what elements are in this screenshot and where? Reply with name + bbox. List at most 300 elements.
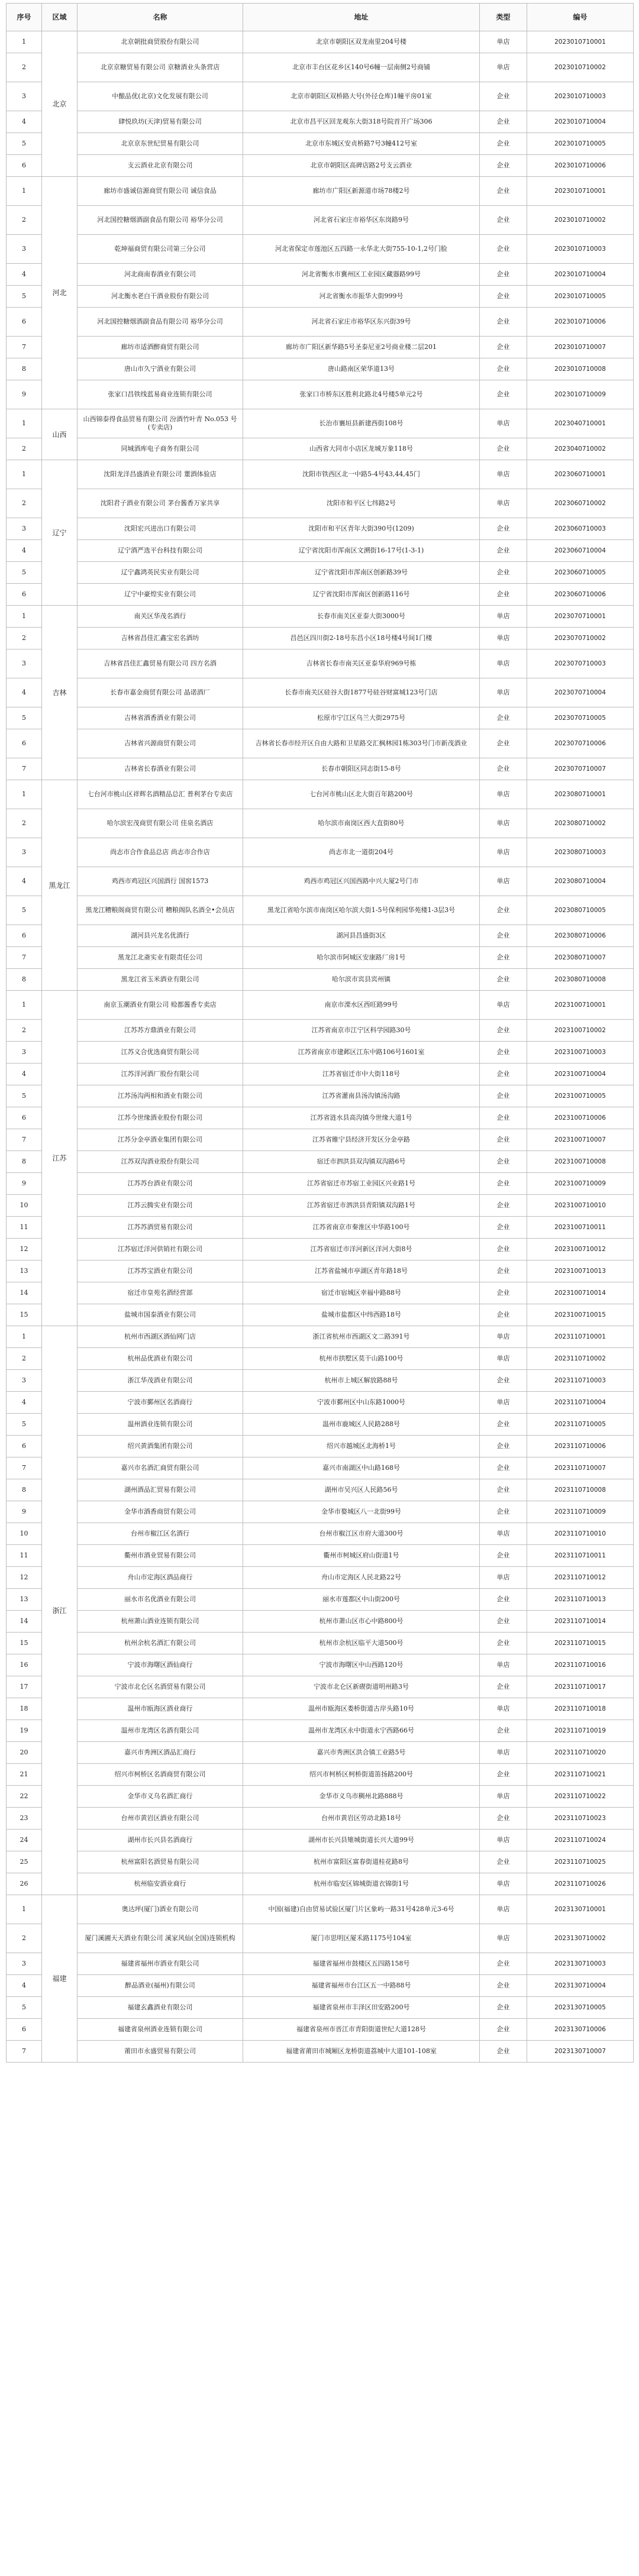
company-address: 宁波市海曙区中山西路120号: [243, 1654, 480, 1676]
table-row: [7, 1151, 634, 1173]
company-name: 山西锦泰得食品贸易有限公司 汾酒竹叶青 No.053 号(专卖店): [78, 409, 243, 438]
registration-code: 2023110710013: [527, 1589, 634, 1611]
company-type: 企业: [480, 380, 527, 409]
registration-code: 2023060710005: [527, 562, 634, 584]
company-type: 单店: [480, 780, 527, 809]
registration-code: 2023100710006: [527, 1107, 634, 1129]
company-type: 企业: [480, 1720, 527, 1742]
dealer-table: [6, 3, 634, 2063]
company-address: 江苏省灌南县汤沟镇汤沟路: [243, 1085, 480, 1107]
table-row: [7, 758, 634, 780]
table-row: [7, 1997, 634, 2019]
company-address: 福建省莆田市城厢区龙桥街道荔城中大道101-108室: [243, 2041, 480, 2063]
company-name: 北京朝批商贸股份有限公司: [78, 31, 243, 53]
row-index: 16: [7, 1654, 42, 1676]
company-type: 企业: [480, 82, 527, 111]
company-type: 企业: [480, 1501, 527, 1523]
company-type: 企业: [480, 1173, 527, 1195]
company-address: 江苏省涟水县高沟镇今世缘大道1号: [243, 1107, 480, 1129]
row-index: 10: [7, 1523, 42, 1545]
registration-code: 2023110710016: [527, 1654, 634, 1676]
registration-code: 2023040710002: [527, 438, 634, 460]
row-index: 5: [7, 896, 42, 925]
company-type: 企业: [480, 155, 527, 177]
registration-code: 2023080710002: [527, 809, 634, 838]
company-name: 七台河市桃山区祥辉名酒精品总汇 普利茅台专卖店: [78, 780, 243, 809]
company-address: 厦门市思明区厦禾路1175号104室: [243, 1924, 480, 1953]
registration-code: 2023130710004: [527, 1975, 634, 1997]
company-address: 湖州市长兴县雉城街道长兴大道99号: [243, 1830, 480, 1851]
table-row: [7, 867, 634, 896]
company-type: 企业: [480, 2041, 527, 2063]
row-index: 4: [7, 111, 42, 133]
table-row: [7, 177, 634, 206]
company-name: 杭州富阳名酒贸易有限公司: [78, 1851, 243, 1873]
row-index: 3: [7, 518, 42, 540]
company-address: 丽水市莲都区中山街200号: [243, 1589, 480, 1611]
company-address: 杭州市临安区锦城街道衣锦街1号: [243, 1873, 480, 1895]
row-index: 2: [7, 438, 42, 460]
company-type: 企业: [480, 1195, 527, 1217]
company-type: 企业: [480, 1304, 527, 1326]
region-cell: 吉林: [42, 606, 78, 780]
company-address: 北京市丰台区花乡区140号6幢一层南侧2号商铺: [243, 53, 480, 82]
row-index: 1: [7, 1895, 42, 1924]
registration-code: 2023100710014: [527, 1282, 634, 1304]
registration-code: 2023110710019: [527, 1720, 634, 1742]
region-cell: 山西: [42, 409, 78, 460]
company-name: 江苏云腾实业有限公司: [78, 1195, 243, 1217]
company-address: 鸡西市鸡冠区兴国西路中兴大厦2号门市: [243, 867, 480, 896]
row-index: 19: [7, 1720, 42, 1742]
registration-code: 2023040710001: [527, 409, 634, 438]
table-row: [7, 1873, 634, 1895]
company-name: 北京京糖贸易有限公司 京糖酒业头条营店: [78, 53, 243, 82]
company-address: 唐山路南区荣华道13号: [243, 358, 480, 380]
company-address: 北京市东城区安贞桥路7号3幢412号室: [243, 133, 480, 155]
row-index: 26: [7, 1873, 42, 1895]
company-address: 温州市龙湾区永中街道永宁西路66号: [243, 1720, 480, 1742]
table-row: [7, 1764, 634, 1786]
company-type: 企业: [480, 1953, 527, 1975]
registration-code: 2023100710012: [527, 1239, 634, 1260]
company-address: 温州市鹿城区人民路288号: [243, 1414, 480, 1436]
table-row: [7, 969, 634, 991]
header-region: 区域: [42, 4, 78, 31]
registration-code: 2023010710003: [527, 82, 634, 111]
company-address: 廊坊市广阳区新华路5号圣泰尼亚2号商业楼二层201: [243, 337, 480, 358]
registration-code: 2023110710024: [527, 1830, 634, 1851]
table-row: [7, 2041, 634, 2063]
table-row: [7, 206, 634, 235]
company-type: 单店: [480, 649, 527, 678]
table-row: [7, 1633, 634, 1654]
registration-code: 2023130710001: [527, 1895, 634, 1924]
registration-code: 2023110710021: [527, 1764, 634, 1786]
company-name: 杭州余杭名酒汇有限公司: [78, 1633, 243, 1654]
company-name: 沈阳龙洋昌盛酒业有限公司 董酒体验店: [78, 460, 243, 489]
row-index: 8: [7, 358, 42, 380]
company-type: 企业: [480, 758, 527, 780]
company-address: 江苏省南京市秦淮区中华路100号: [243, 1217, 480, 1239]
company-type: 单店: [480, 678, 527, 707]
company-address: 江苏省盐城市亭湖区青年路18号: [243, 1260, 480, 1282]
company-type: 企业: [480, 1764, 527, 1786]
company-name: 醉品酒业(福州)有限公司: [78, 1975, 243, 1997]
row-index: 2: [7, 628, 42, 649]
company-name: 廊坊市盛诚信源商贸有限公司 诚信食品: [78, 177, 243, 206]
company-address: 长春市朝阳区同志街15-8号: [243, 758, 480, 780]
company-type: 单店: [480, 409, 527, 438]
table-row: [7, 584, 634, 606]
company-name: 衢州市酒业贸易有限公司: [78, 1545, 243, 1567]
company-type: 企业: [480, 925, 527, 947]
row-index: 6: [7, 729, 42, 758]
region-cell: 江苏: [42, 991, 78, 1326]
row-index: 5: [7, 1414, 42, 1436]
company-name: 河北国控糖烟酒副食品有限公司 裕华分公司: [78, 206, 243, 235]
company-type: 企业: [480, 1151, 527, 1173]
table-row: [7, 1611, 634, 1633]
company-name: 黑龙江糟粮阁商贸有限公司 糟粮阁队名酒全•会员店: [78, 896, 243, 925]
table-row: [7, 562, 634, 584]
registration-code: 2023010710001: [527, 177, 634, 206]
company-type: 企业: [480, 1085, 527, 1107]
company-address: 江苏省睢宁县经济开发区分金亭路: [243, 1129, 480, 1151]
row-index: 23: [7, 1808, 42, 1830]
company-type: 企业: [480, 358, 527, 380]
registration-code: 2023070710006: [527, 729, 634, 758]
company-name: 吉林省长春酒业有限公司: [78, 758, 243, 780]
company-address: 南京市溧水区西旺路99号: [243, 991, 480, 1020]
company-address: 湖河县昌盛街3区: [243, 925, 480, 947]
registration-code: 2023010710007: [527, 337, 634, 358]
header-index: 序号: [7, 4, 42, 31]
company-name: 河北商南春酒业有限公司: [78, 264, 243, 286]
company-address: 吉林省长春市南关区亚泰华府969号栋: [243, 649, 480, 678]
row-index: 24: [7, 1830, 42, 1851]
company-address: 哈尔滨市阿城区安康路厂房1号: [243, 947, 480, 969]
registration-code: 2023080710003: [527, 838, 634, 867]
company-type: 企业: [480, 1611, 527, 1633]
company-address: 长治市襄垣县新建西街108号: [243, 409, 480, 438]
registration-code: 2023110710025: [527, 1851, 634, 1873]
company-address: 河北省石家庄市裕华区东兴街39号: [243, 308, 480, 337]
company-type: 单店: [480, 991, 527, 1020]
company-type: 企业: [480, 2019, 527, 2041]
registration-code: 2023130710003: [527, 1953, 634, 1975]
registration-code: 2023110710001: [527, 1326, 634, 1348]
company-address: 长春市南关区亚泰大街3000号: [243, 606, 480, 628]
row-index: 4: [7, 678, 42, 707]
table-row: [7, 1698, 634, 1720]
company-address: 杭州市上城区解放路88号: [243, 1370, 480, 1392]
company-name: 江苏分金亭酒业集团有限公司: [78, 1129, 243, 1151]
registration-code: 2023060710006: [527, 584, 634, 606]
region-cell: 福建: [42, 1895, 78, 2063]
region-cell: 黑龙江: [42, 780, 78, 991]
row-index: 2: [7, 1348, 42, 1370]
company-name: 长春市嘉金商贸有限公司 晶诺酒厂: [78, 678, 243, 707]
company-name: 金华市义乌名酒汇商行: [78, 1786, 243, 1808]
row-index: 3: [7, 1370, 42, 1392]
company-type: 企业: [480, 729, 527, 758]
company-type: 单店: [480, 1654, 527, 1676]
registration-code: 2023100710009: [527, 1173, 634, 1195]
company-type: 企业: [480, 308, 527, 337]
registration-code: 2023110710002: [527, 1348, 634, 1370]
company-name: 江苏苏酒贸易有限公司: [78, 1217, 243, 1239]
company-type: 企业: [480, 562, 527, 584]
company-address: 中国(福建)自由贸易试验区厦门片区象屿一路31号428单元3-6号: [243, 1895, 480, 1924]
row-index: 11: [7, 1217, 42, 1239]
company-type: 企业: [480, 540, 527, 562]
table-row: [7, 1851, 634, 1873]
header-name: 名称: [78, 4, 243, 31]
row-index: 15: [7, 1633, 42, 1654]
company-type: 企业: [480, 1633, 527, 1654]
company-type: 企业: [480, 235, 527, 264]
company-address: 福建省泉州市晋江市青阳街道世纪大道128号: [243, 2019, 480, 2041]
table-row: [7, 1975, 634, 1997]
dealer-list-sheet: [6, 3, 633, 2063]
row-index: 7: [7, 337, 42, 358]
row-index: 6: [7, 925, 42, 947]
registration-code: 2023130710002: [527, 1924, 634, 1953]
company-name: 奥达坪(厦门)酒业有限公司: [78, 1895, 243, 1924]
table-row: [7, 31, 634, 53]
company-type: 企业: [480, 1808, 527, 1830]
company-type: 企业: [480, 1676, 527, 1698]
row-index: 1: [7, 991, 42, 1020]
table-row: [7, 1436, 634, 1457]
registration-code: 2023100710004: [527, 1064, 634, 1085]
table-row: [7, 606, 634, 628]
registration-code: 2023080710007: [527, 947, 634, 969]
row-index: 2: [7, 1020, 42, 1042]
registration-code: 2023110710023: [527, 1808, 634, 1830]
company-name: 杭州市西湖区酒仙网门店: [78, 1326, 243, 1348]
company-address: 宁波市北仑区新碶街道明州路3号: [243, 1676, 480, 1698]
registration-code: 2023110710006: [527, 1436, 634, 1457]
company-type: 单店: [480, 1698, 527, 1720]
table-row: [7, 1392, 634, 1414]
registration-code: 2023070710004: [527, 678, 634, 707]
table-row: [7, 1742, 634, 1764]
row-index: 3: [7, 1953, 42, 1975]
company-type: 企业: [480, 707, 527, 729]
table-row: [7, 707, 634, 729]
registration-code: 2023010710003: [527, 235, 634, 264]
company-type: 单店: [480, 838, 527, 867]
company-name: 嘉兴市秀洲区酒品汇商行: [78, 1742, 243, 1764]
company-address: 辽宁省沈阳市浑南区创新路116号: [243, 584, 480, 606]
company-type: 企业: [480, 264, 527, 286]
table-row: [7, 308, 634, 337]
company-address: 廊坊市广阳区新源道市场78楼2号: [243, 177, 480, 206]
company-name: 福建省福州市酒业有限公司: [78, 1953, 243, 1975]
company-type: 企业: [480, 1414, 527, 1436]
table-row: [7, 1348, 634, 1370]
row-index: 5: [7, 562, 42, 584]
region-cell: 北京: [42, 31, 78, 177]
company-name: 黑龙江北斋实业有限责任公司: [78, 947, 243, 969]
company-type: 单店: [480, 53, 527, 82]
row-index: 6: [7, 1107, 42, 1129]
table-row: [7, 1953, 634, 1975]
company-name: 支云酒业北京有限公司: [78, 155, 243, 177]
table-row: [7, 1924, 634, 1953]
registration-code: 2023110710018: [527, 1698, 634, 1720]
company-name: 宿迁市皇苑名酒经营部: [78, 1282, 243, 1304]
registration-code: 2023080710004: [527, 867, 634, 896]
company-name: 辽宁中豪煌实业有限公司: [78, 584, 243, 606]
row-index: 7: [7, 758, 42, 780]
company-address: 宿迁市宿城区幸福中路88号: [243, 1282, 480, 1304]
company-address: 衢州市柯城区府山街道1号: [243, 1545, 480, 1567]
row-index: 3: [7, 82, 42, 111]
table-row: [7, 1720, 634, 1742]
registration-code: 2023010710009: [527, 380, 634, 409]
registration-code: 2023100710013: [527, 1260, 634, 1282]
registration-code: 2023010710006: [527, 308, 634, 337]
company-type: 企业: [480, 1129, 527, 1151]
table-row: [7, 1414, 634, 1436]
row-index: 4: [7, 264, 42, 286]
company-type: 单店: [480, 809, 527, 838]
company-name: 河北国控糖烟酒副食品有限公司 裕华分公司: [78, 308, 243, 337]
company-name: 江苏苏宝酒业有限公司: [78, 1260, 243, 1282]
table-row: [7, 409, 634, 438]
company-address: 北京市朝阳区双龙南里204号楼: [243, 31, 480, 53]
company-name: 唐山市久宁酒业有限公司: [78, 358, 243, 380]
company-type: 企业: [480, 438, 527, 460]
row-index: 18: [7, 1698, 42, 1720]
table-row: [7, 155, 634, 177]
table-row: [7, 1195, 634, 1217]
table-row: [7, 380, 634, 409]
row-index: 9: [7, 1501, 42, 1523]
company-type: 单店: [480, 1523, 527, 1545]
company-name: 嘉兴市名酒汇商贸有限公司: [78, 1457, 243, 1479]
company-name: 河北衡水老白干酒业股份有限公司: [78, 286, 243, 308]
company-name: 肆悦玖坊(天津)贸易有限公司: [78, 111, 243, 133]
company-name: 沈阳宏兴进出口有限公司: [78, 518, 243, 540]
table-row: [7, 460, 634, 489]
registration-code: 2023130710006: [527, 2019, 634, 2041]
company-address: 河北省衡水市冀州区工业园区藏器路99号: [243, 264, 480, 286]
company-name: 江苏苏台酒业有限公司: [78, 1173, 243, 1195]
company-name: 莆田市永盛贸易有限公司: [78, 2041, 243, 2063]
company-address: 七台河市桃山区北大街百年路200号: [243, 780, 480, 809]
table-row: [7, 1304, 634, 1326]
company-type: 单店: [480, 628, 527, 649]
table-row: [7, 438, 634, 460]
registration-code: 2023100710011: [527, 1217, 634, 1239]
company-address: 福建省泉州市丰泽区田安路200号: [243, 1997, 480, 2019]
company-name: 吉林省兴源商贸有限公司: [78, 729, 243, 758]
table-row: [7, 133, 634, 155]
registration-code: 2023130710005: [527, 1997, 634, 2019]
company-address: 绍兴市柯桥区柯桥街道笛扬路200号: [243, 1764, 480, 1786]
registration-code: 2023110710007: [527, 1457, 634, 1479]
row-index: 2: [7, 489, 42, 518]
company-type: 单店: [480, 1895, 527, 1924]
registration-code: 2023060710001: [527, 460, 634, 489]
company-name: 南关区华茂名酒行: [78, 606, 243, 628]
company-address: 江苏省宿迁市洋河新区洋河大街8号: [243, 1239, 480, 1260]
row-index: 13: [7, 1589, 42, 1611]
company-address: 温州市瓯海区娄桥街道古岸头路10号: [243, 1698, 480, 1720]
company-name: 江苏苏方鼎酒业有限公司: [78, 1020, 243, 1042]
company-name: 丽水市名优酒业有限公司: [78, 1589, 243, 1611]
table-row: [7, 1173, 634, 1195]
company-type: 企业: [480, 337, 527, 358]
company-name: 江苏双沟酒业股份有限公司: [78, 1151, 243, 1173]
row-index: 14: [7, 1611, 42, 1633]
registration-code: 2023110710005: [527, 1414, 634, 1436]
company-type: 企业: [480, 1020, 527, 1042]
table-body: [7, 31, 634, 2063]
company-type: 企业: [480, 286, 527, 308]
table-row: [7, 1786, 634, 1808]
registration-code: 2023110710012: [527, 1567, 634, 1589]
company-type: 企业: [480, 584, 527, 606]
region-cell: 浙江: [42, 1326, 78, 1895]
row-index: 9: [7, 1173, 42, 1195]
row-index: 5: [7, 707, 42, 729]
region-cell: 河北: [42, 177, 78, 409]
company-type: 企业: [480, 896, 527, 925]
company-type: 企业: [480, 1545, 527, 1567]
registration-code: 2023100710008: [527, 1151, 634, 1173]
company-address: 福建省福州市鼓楼区五四路158号: [243, 1953, 480, 1975]
table-row: [7, 1654, 634, 1676]
company-type: 单店: [480, 867, 527, 896]
row-index: 20: [7, 1742, 42, 1764]
registration-code: 2023010710004: [527, 111, 634, 133]
company-name: 湖河县兴龙名优酒行: [78, 925, 243, 947]
row-index: 4: [7, 1064, 42, 1085]
row-index: 4: [7, 1975, 42, 1997]
table-row: [7, 1129, 634, 1151]
row-index: 2: [7, 809, 42, 838]
company-name: 吉林省昌佳汇鑫贸易有限公司 四方名酒: [78, 649, 243, 678]
company-name: 杭州品优酒业有限公司: [78, 1348, 243, 1370]
company-type: 企业: [480, 1975, 527, 1997]
company-type: 企业: [480, 206, 527, 235]
company-type: 企业: [480, 1042, 527, 1064]
company-address: 杭州市萧山区市心中路800号: [243, 1611, 480, 1633]
company-type: 企业: [480, 518, 527, 540]
row-index: 7: [7, 2041, 42, 2063]
company-type: 企业: [480, 1239, 527, 1260]
row-index: 6: [7, 155, 42, 177]
company-name: 温州市瓯海区酒业商行: [78, 1698, 243, 1720]
row-index: 1: [7, 606, 42, 628]
registration-code: 2023100710003: [527, 1042, 634, 1064]
row-index: 7: [7, 1129, 42, 1151]
company-type: 企业: [480, 1282, 527, 1304]
table-row: [7, 2019, 634, 2041]
row-index: 17: [7, 1676, 42, 1698]
company-address: 嘉兴市南湖区中山路168号: [243, 1457, 480, 1479]
registration-code: 2023110710014: [527, 1611, 634, 1633]
table-row: [7, 780, 634, 809]
table-row: [7, 540, 634, 562]
table-row: [7, 1239, 634, 1260]
company-address: 嘉兴市秀洲区洪合镇工业路5号: [243, 1742, 480, 1764]
